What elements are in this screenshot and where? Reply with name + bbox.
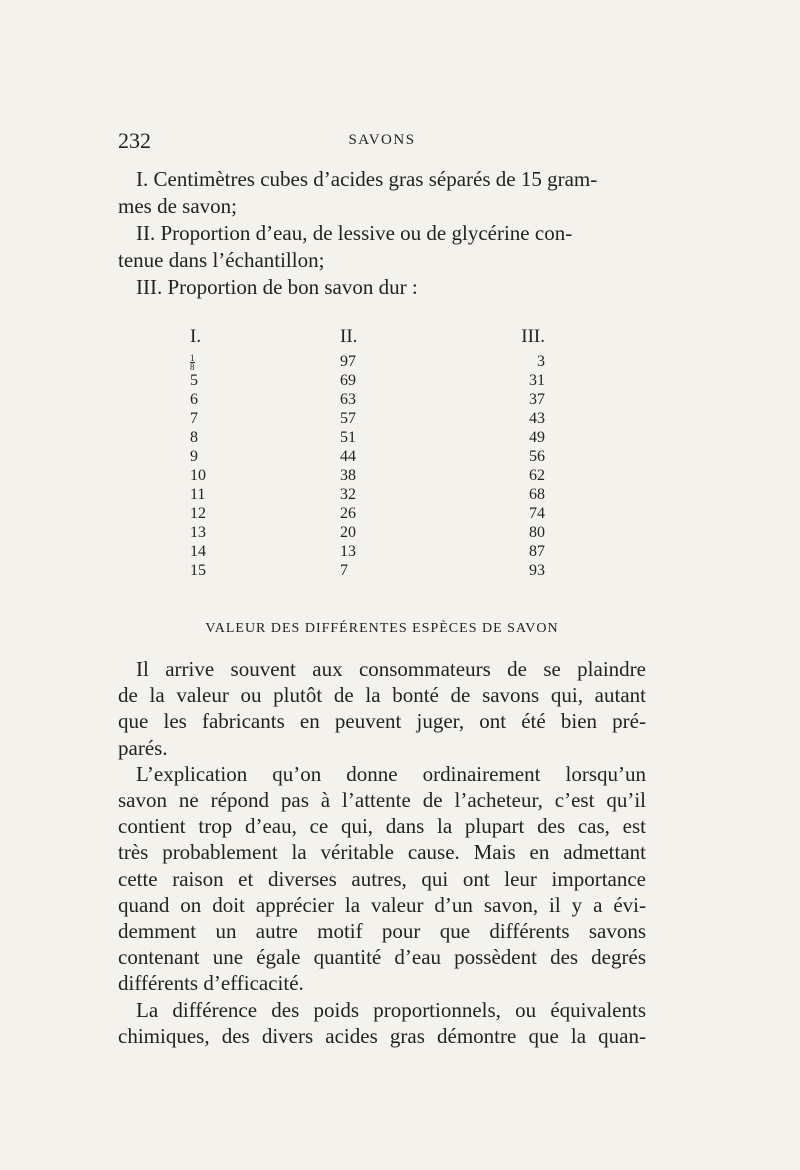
column-header: II.: [340, 326, 358, 347]
text-line: tenue dans l’échantillon;: [118, 248, 325, 272]
text-line: de la valeur ou plutôt de la bonté de savons qui, autant: [118, 683, 646, 708]
table-cell: 97: [340, 353, 356, 370]
table-row: [190, 542, 545, 561]
table-cell: 93: [529, 562, 545, 579]
list-item-2: [118, 220, 646, 274]
text-line: chimiques, des divers acides gras démontre que la quan-: [118, 1023, 646, 1048]
table-row: [190, 561, 545, 580]
text-line: II. Proportion d’eau, de lessive ou de glycérine con-: [136, 221, 573, 245]
table-cell: 20: [340, 524, 356, 541]
table-row: [190, 428, 545, 447]
running-head: SAVONS: [348, 132, 416, 148]
table-cell: 6: [190, 391, 198, 408]
table-cell: 49: [529, 429, 545, 446]
page-number: 232: [118, 128, 151, 153]
column-header: I.: [190, 326, 202, 347]
table-cell: 12: [190, 505, 206, 522]
text-line: différents d’efficacité.: [118, 971, 304, 996]
table-row: [190, 447, 545, 466]
table-cell: 43: [529, 410, 545, 427]
table-cell: 51: [340, 429, 356, 446]
table-cell: [190, 352, 340, 371]
table-cell: 7: [340, 562, 348, 579]
list-item-3: [118, 274, 646, 301]
text-line: Il arrive souvent aux consommateurs de se plaindre: [136, 657, 646, 681]
table-cell: 37: [529, 391, 545, 408]
table-cell: 15: [190, 562, 206, 579]
table-cell: 11: [190, 486, 206, 503]
text-line: contient trop d’eau, ce qui, dans la plupart des cas, est: [118, 814, 646, 839]
text-line: très probablement la véritable cause. Mais en admettant: [118, 840, 646, 865]
text-line: quand on doit apprécier la valeur d’un savon, il y a évi-: [118, 892, 646, 917]
table-cell: 13: [190, 524, 206, 541]
paragraph: [118, 656, 646, 761]
text-line: L’explication qu’on donne ordinairement lorsqu’un: [136, 761, 646, 786]
text-line: demment un autre motif pour que différents savons: [118, 919, 646, 944]
table-body: [190, 352, 545, 580]
table-row: [190, 504, 545, 523]
text-line: parés.: [118, 735, 168, 760]
list-item-1: [118, 166, 646, 220]
text-line: mes de savon;: [118, 194, 237, 218]
table-cell: 7: [190, 410, 198, 427]
table-cell: 44: [340, 448, 356, 465]
table-cell: 63: [340, 391, 356, 408]
section-title: VALEUR DES DIFFÉRENTES ESPÈCES DE SAVON: [205, 621, 559, 636]
table-cell: 62: [529, 467, 545, 484]
table-cell: 13: [340, 543, 356, 560]
table-cell: 14: [190, 543, 206, 560]
table-cell: 32: [340, 486, 356, 503]
text-line: III. Proportion de bon savon dur :: [136, 275, 418, 299]
table-row: [190, 390, 545, 409]
table-header-row: [190, 326, 545, 352]
table-row: [190, 485, 545, 504]
text-line: I. Centimètres cubes d’acides gras séparés de 15 gram-: [136, 167, 598, 191]
text-line: La différence des poids proportionnels, ou équivalents: [136, 997, 646, 1022]
body-text: [118, 656, 646, 1049]
table-cell: 80: [529, 524, 545, 541]
intro-list: [118, 166, 646, 301]
paragraph: [118, 997, 646, 1049]
text-line: savon ne répond pas à l’attente de l’acheteur, c’est qu’il: [118, 788, 646, 813]
table-cell: 68: [529, 486, 545, 503]
table-row: [190, 352, 545, 371]
table-cell: 87: [529, 543, 545, 560]
page-header: [118, 128, 646, 158]
table-row: [190, 523, 545, 542]
table-cell: 9: [190, 448, 198, 465]
table-cell: 26: [340, 505, 356, 522]
paragraph: [118, 761, 646, 997]
table-cell: 10: [190, 467, 206, 484]
table-row: [190, 371, 545, 390]
text-line: contenant une égale quantité d’eau possèdent des degrés: [118, 945, 646, 970]
table-cell: 8: [190, 429, 198, 446]
table-row: [190, 466, 545, 485]
data-table: [190, 326, 545, 580]
text-line: cette raison et diverses autres, qui ont leur importance: [118, 866, 646, 891]
column-header: III.: [521, 326, 545, 347]
table-cell: 3: [537, 353, 545, 370]
table-cell: 31: [529, 372, 545, 389]
table-cell: 57: [340, 410, 356, 427]
table-cell: 38: [340, 467, 356, 484]
table-cell: 56: [529, 448, 545, 465]
table-cell: 74: [529, 505, 545, 522]
table-row: [190, 409, 545, 428]
text-line: que les fabricants en peuvent juger, ont été bien pré-: [118, 709, 646, 734]
table-cell: 69: [340, 372, 356, 389]
table-cell: 5: [190, 372, 198, 389]
fraction: $\frac{1}{8}$: [190, 352, 195, 372]
